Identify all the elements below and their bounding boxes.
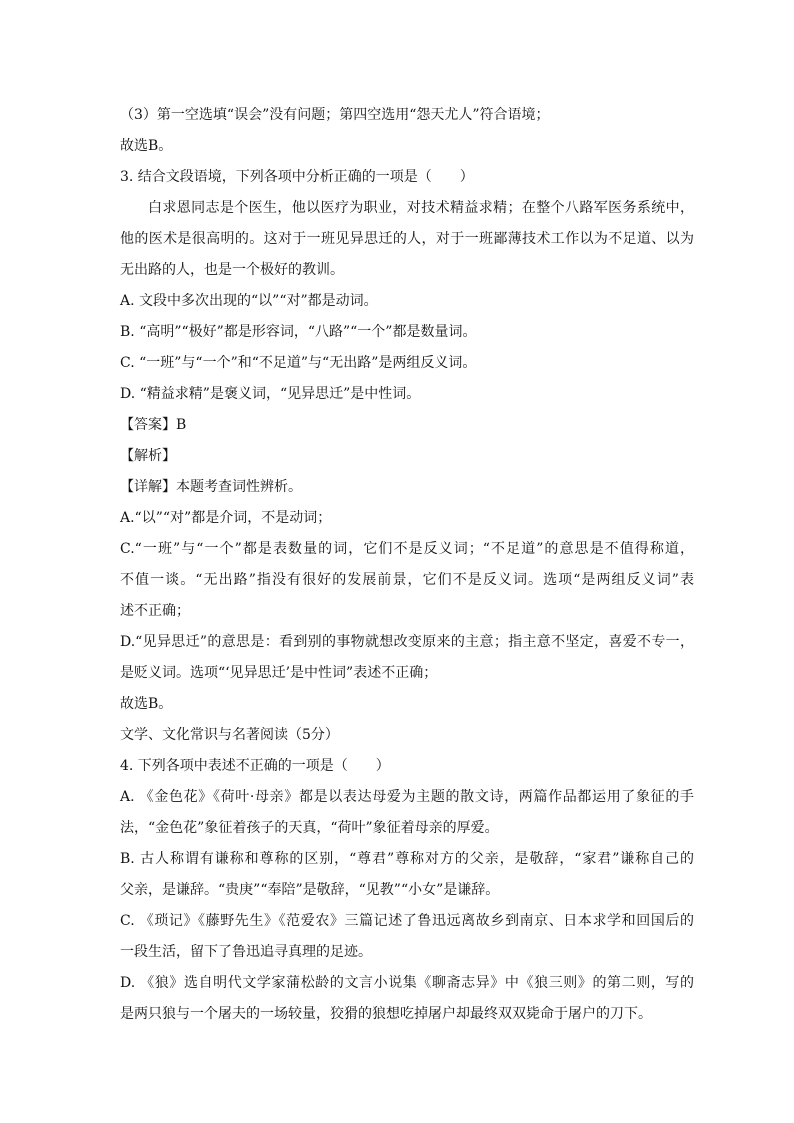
answer-label: 【答案】B: [120, 417, 187, 433]
analysis-label: 【解析】: [120, 448, 176, 464]
conclusion-line: 故选B。: [120, 696, 173, 712]
explanation-line: D.“见异思迁”的意思是：看到别的事物就想改变原来的主意；指主意不坚定，喜爱不专一，: [120, 634, 694, 650]
question-3-stem: 3. 结合文段语境，下列各项中分析正确的一项是（ ）: [120, 169, 474, 185]
option-d-continuation: 是两只狼与一个屠夫的一场较量，狡猾的狼想吃掉屠户却最终双双毙命于屠户的刀下。: [120, 1006, 652, 1022]
detail-label: 【详解】本题考查词性辨析。: [120, 479, 302, 495]
passage-line: 无出路的人，也是一个极好的教训。: [120, 262, 344, 278]
option-d: D. “精益求精”是褒义词，“见异思迁”是中性词。: [120, 386, 421, 402]
section-heading: 文学、文化常识与名著阅读（5分）: [120, 727, 339, 743]
passage-line: 白求恩同志是个医生，他以医疗为职业，对技术精益求精；在整个八路军医务系统中，: [148, 200, 694, 216]
option-a: A. 文段中多次出现的“以”“对”都是动词。: [120, 293, 378, 309]
explanation-line: 不值一谈。“无出路”指没有很好的发展前景，它们不是反义词。选项“是两组反义词”表: [120, 572, 694, 588]
explanation-line: A.“以”“对”都是介词，不是动词；: [120, 510, 332, 526]
option-c-continuation: 一段生活，留下了鲁迅追寻真理的足迹。: [120, 944, 372, 960]
passage-line: 他的医术是很高明的。这对于一班见异思迁的人，对于一班鄙薄技术工作以为不足道、以为: [120, 231, 694, 247]
text-line: 故选B。: [120, 138, 173, 154]
question-4-stem: 4. 下列各项中表述不正确的一项是（ ）: [120, 758, 390, 774]
explanation-line: 述不正确；: [120, 603, 190, 619]
explanation-line: 是贬义词。选项“‘见异思迁’是中性词”表述不正确；: [120, 665, 438, 681]
option-b: B. “高明”“极好”都是形容词，“八路”“一个”都是数量词。: [120, 324, 477, 340]
option-a-continuation: 法，“金色花”象征着孩子的天真，“荷叶”象征着母亲的厚爱。: [120, 820, 499, 836]
text-line: （3）第一空选填“误会”没有问题；第四空选用“怨天尤人”符合语境；: [120, 107, 550, 123]
option-d: D. 《狼》选自明代文学家蒲松龄的文言小说集《聊斋志异》中《狼三则》的第二则，写的: [120, 975, 694, 991]
option-a: A. 《金色花》《荷叶·母亲》都是以表达母爱为主题的散文诗，两篇作品都运用了象征的手: [120, 789, 694, 805]
option-b-continuation: 父亲，是谦辞。“贵庚”“奉陪”是敬辞，“见教”“小女”是谦辞。: [120, 882, 500, 898]
option-c: C. 《琐记》《藤野先生》《范爱农》三篇记述了鲁迅远离故乡到南京、日本求学和回国后的: [120, 913, 694, 929]
option-c: C. “一班”与“一个”和“不足道”与“无出路”是两组反义词。: [120, 355, 477, 371]
explanation-line: C.“一班”与“一个”都是表数量的词，它们不是反义词；“不足道”的意思是不值得称道，: [120, 541, 694, 557]
option-b: B. 古人称谓有谦称和尊称的区别，“尊君”尊称对方的父亲，是敬辞，“家君”谦称自己的: [120, 851, 694, 867]
